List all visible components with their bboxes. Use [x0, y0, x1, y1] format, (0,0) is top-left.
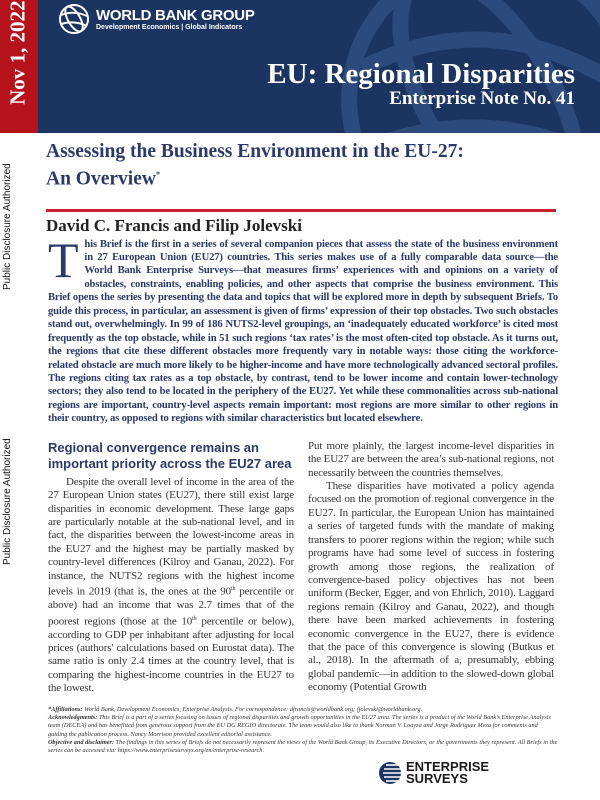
body-columns	[46, 440, 558, 696]
enterprise-surveys-logo	[378, 761, 558, 785]
affiliations-label: *Affiliations:	[48, 705, 83, 713]
right-column	[308, 440, 554, 696]
org-subtitle: Development Economics | Global Indicators	[96, 24, 243, 31]
title-line-2: An Overview	[46, 168, 156, 190]
footnotes	[46, 706, 558, 756]
disclaimer-text: The findings in this series of Briefs do not necessarily represent the views of the World Bank Group, its Executive Directors, or the governments they represent. All Briefs in the series can be accessed via: https://www.enterprisesurveys.org/en/enterprise-research.	[48, 738, 558, 755]
logo-line-1: ENTERPRISE	[406, 759, 490, 775]
note-number: Enterprise Note No. 41	[389, 88, 575, 109]
left-column	[48, 440, 294, 696]
drop-cap: T	[48, 231, 79, 288]
date-strip	[0, 0, 38, 133]
authors: David C. Francis and Filip Jolevski	[46, 215, 302, 235]
body-paragraph: These disparities have motivated a policy agenda focused on the promotion of regional convergence in the EU27. In particular, the European Union has maintained a series of targeted funds with the mandate of making transfers to poorer regions within the region; while such programs have had some level of success in fostering growth among those regions, the realization of convergence-based policy objectives has not been uniform (Becker, Egger, and von Ehrlich, 2010). Laggard regions remain (Kilroy and Ganau, 2022), and though there have been marked achievements in fostering economic convergence in the EU27, there is evidence that the pace of this convergence is slowing (Butkus et al., 2018). In the aftermath of a, presumably, ebbing global pandemic—in addition to the slowed-down global economy (Potential Growth	[308, 480, 554, 694]
section-heading: Regional convergence remains an important priority across the EU27 area	[48, 439, 292, 471]
publication-date: Nov 1, 2022	[5, 0, 30, 105]
title-line-1: Assessing the Business Environment in the EU-27:	[46, 141, 464, 162]
title-footnote-mark: *	[155, 170, 160, 179]
disclaimer-label: Objective and disclaimer:	[48, 738, 115, 746]
body-paragraph: Despite the overall level of income in the area of the 27 European Union states (EU27), there still exist large disparities in economic development. These large gaps are particularly notable at the sub-national level, and in fact, the disparities between the lowest-income areas in the EU27 and the highest may be partially masked by country-level differences (Kilroy and Ganau, 2022). For instance, the NUTS2 regions with the highest income levels in 2019 (that is, the ones at the 90th percentile or above) had an income that was 2.7 times that of the poorest regions (those at the 10th percentile or below), according to GDP per inhabitant after adjusting for local prices (authors' calculations based on Eurostat data). The same ratio is only 2.4 times at the country level, that is comparing the highest-income countries in the EU27 to the lowest.	[48, 475, 294, 695]
world-bank-logo	[57, 2, 255, 36]
title-divider	[46, 209, 556, 212]
acknowledgments-label: Acknowledgments:	[48, 713, 98, 721]
body-paragraph: Put more plainly, the largest income-level disparities in the EU27 are between the area’s sub-national regions, not necessarily between the countries themselves.	[308, 439, 554, 479]
disclosure-stamp-middle: Public Disclosure Authorized	[2, 438, 13, 565]
page-title	[46, 140, 558, 191]
enterprise-surveys-globe-icon	[378, 761, 402, 785]
affiliations-text: World Bank, Development Economics, Enterprise Analysis. For correspondence: dfrancis@worldbank.org; fjolevski@worldbank.org.	[82, 705, 423, 713]
document-body	[46, 140, 558, 789]
series-title: EU: Regional Disparities	[267, 58, 575, 90]
abstract-text: his Brief is the first in a series of several companion pieces that assess the state of the business environment in 27 European Union (EU27) countries. This series makes use of a fully comparable data source—the World Bank Enterprise Surveys—that measures firms’ experiences with and opinions on a variety of obstacles, constraints, enabling policies, and other aspects that comprise the business environment. This Brief opens the series by presenting the data and topics that will be explored more in depth by subsequent Briefs. To guide this process, in particular, an assessment is given of firms’ expression of their top obstacles. Two such obstacles stand out, overwhelmingly. In 99 of 186 NUTS2-level groupings, an ‘inadequately educated workforce’ is cited most frequently as the top obstacle, while in 51 such regions ‘tax rates’ is the most often-cited top obstacle. As it turns out, the regions that cite these different obstacles more frequently vary in notable ways: those citing the workforce-related obstacle are much more likely to be higher-income and have more technologically advanced sectoral profiles. The regions citing tax rates as a top obstacle, by contrast, tend to be lower income and contain lower-technology sectors; they also tend to be located in the periphery of the EU27. Yet while these commonalities across sub-national regions are important, country-level aspects remain important: most regions are more similar to other regions in their country, as opposed to regions with similar characteristics but located elsewhere.	[48, 238, 558, 425]
logo-line-2: SURVEYS	[406, 771, 468, 787]
org-name: WORLD BANK GROUP	[96, 7, 255, 24]
abstract	[46, 231, 558, 426]
disclosure-stamp-top: Public Disclosure Authorized	[2, 163, 13, 290]
world-bank-globe-icon	[57, 2, 91, 36]
header-banner	[0, 0, 600, 133]
acknowledgments-text: This Brief is a part of a series focusing on issues of regional disparities and growth opportunities in the EU27 area. The series is a product of the World Bank’s Enterprise Analysis team (DECEA) and has benefitted from generous support from the EU DG REGIO directorate. The team would also like to thank Norman V. Loayza and Jorge Rodriguez Meza for comments and guiding the publication process. Nancy Morrison provided excellent editorial assistance.	[48, 713, 551, 738]
